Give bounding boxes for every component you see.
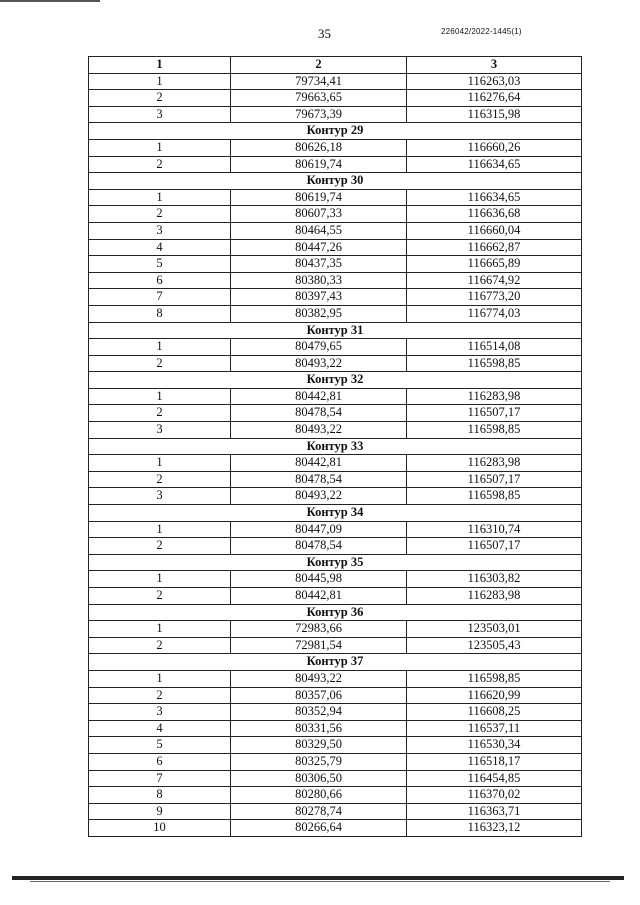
point-number: 1: [89, 521, 231, 538]
column-header-2: 2: [231, 57, 407, 74]
table-row: [89, 305, 582, 322]
coordinate-x: 80266,64: [231, 820, 407, 837]
table-header-row: [89, 57, 582, 74]
table-row: [89, 637, 582, 654]
kontur-heading: Контур 34: [89, 505, 582, 522]
coordinate-x: 72983,66: [231, 621, 407, 638]
table-row: [89, 206, 582, 223]
kontur-heading-row: [89, 322, 582, 339]
coordinate-y: 116608,25: [407, 704, 582, 721]
table-row: [89, 621, 582, 638]
coordinate-x: 80479,65: [231, 339, 407, 356]
coordinate-y: 116310,74: [407, 521, 582, 538]
coordinate-y: 116507,17: [407, 405, 582, 422]
column-header-3: 3: [407, 57, 582, 74]
table-row: [89, 90, 582, 107]
coordinate-y: 116315,98: [407, 106, 582, 123]
point-number: 8: [89, 305, 231, 322]
coordinate-x: 80619,74: [231, 189, 407, 206]
point-number: 1: [89, 571, 231, 588]
coordinate-x: 80382,95: [231, 305, 407, 322]
table-row: [89, 571, 582, 588]
coordinate-y: 116773,20: [407, 289, 582, 306]
coordinate-x: 80329,50: [231, 737, 407, 754]
table-row: [89, 355, 582, 372]
coordinate-x: 80493,22: [231, 355, 407, 372]
coordinate-x: 72981,54: [231, 637, 407, 654]
kontur-heading: Контур 33: [89, 438, 582, 455]
point-number: 1: [89, 139, 231, 156]
table-row: [89, 471, 582, 488]
coordinate-x: 80397,43: [231, 289, 407, 306]
coordinate-y: 123503,01: [407, 621, 582, 638]
point-number: 1: [89, 455, 231, 472]
coordinate-y: 116507,17: [407, 538, 582, 555]
coordinate-y: 116598,85: [407, 670, 582, 687]
coordinate-x: 80352,94: [231, 704, 407, 721]
kontur-heading: Контур 32: [89, 372, 582, 389]
point-number: 1: [89, 73, 231, 90]
kontur-heading: Контур 35: [89, 554, 582, 571]
coordinate-y: 116514,08: [407, 339, 582, 356]
table-row: [89, 455, 582, 472]
coordinate-x: 80447,26: [231, 239, 407, 256]
table-row: [89, 289, 582, 306]
kontur-heading-row: [89, 173, 582, 190]
coordinate-x: 80447,09: [231, 521, 407, 538]
point-number: 2: [89, 588, 231, 605]
coordinate-y: 116454,85: [407, 770, 582, 787]
point-number: 3: [89, 704, 231, 721]
table-row: [89, 720, 582, 737]
coordinate-x: 80442,81: [231, 455, 407, 472]
table-row: [89, 753, 582, 770]
coordinate-x: 79663,65: [231, 90, 407, 107]
coordinate-x: 80442,81: [231, 388, 407, 405]
table-row: [89, 106, 582, 123]
table-row: [89, 139, 582, 156]
coordinate-y: 116598,85: [407, 488, 582, 505]
point-number: 2: [89, 471, 231, 488]
coordinate-y: 116660,26: [407, 139, 582, 156]
point-number: 1: [89, 388, 231, 405]
coordinate-x: 80280,66: [231, 787, 407, 804]
table-row: [89, 488, 582, 505]
coordinate-x: 80380,33: [231, 272, 407, 289]
coordinate-x: 80493,22: [231, 488, 407, 505]
coordinate-y: 116263,03: [407, 73, 582, 90]
table-row: [89, 272, 582, 289]
coordinate-y: 116323,12: [407, 820, 582, 837]
coordinate-x: 80619,74: [231, 156, 407, 173]
point-number: 5: [89, 737, 231, 754]
coordinate-y: 123505,43: [407, 637, 582, 654]
kontur-heading-row: [89, 604, 582, 621]
point-number: 2: [89, 687, 231, 704]
table-body: [89, 73, 582, 836]
coordinate-y: 116634,65: [407, 156, 582, 173]
table-row: [89, 803, 582, 820]
coordinate-y: 116283,98: [407, 588, 582, 605]
page-number: 35: [318, 26, 331, 41]
point-number: 2: [89, 206, 231, 223]
coordinate-y: 116370,02: [407, 787, 582, 804]
coordinate-x: 80493,22: [231, 422, 407, 439]
table-row: [89, 521, 582, 538]
coordinate-y: 116276,64: [407, 90, 582, 107]
kontur-heading: Контур 36: [89, 604, 582, 621]
coordinate-y: 116660,04: [407, 222, 582, 239]
coordinate-x: 80357,06: [231, 687, 407, 704]
coordinate-x: 79734,41: [231, 73, 407, 90]
coordinate-x: 80437,35: [231, 256, 407, 273]
point-number: 5: [89, 256, 231, 273]
coordinate-y: 116620,99: [407, 687, 582, 704]
coordinate-x: 80478,54: [231, 405, 407, 422]
table-row: [89, 820, 582, 837]
coordinate-y: 116303,82: [407, 571, 582, 588]
table-row: [89, 538, 582, 555]
coordinate-x: 80478,54: [231, 538, 407, 555]
kontur-heading: Контур 31: [89, 322, 582, 339]
coordinate-y: 116283,98: [407, 388, 582, 405]
coordinate-y: 116530,34: [407, 737, 582, 754]
table-row: [89, 388, 582, 405]
kontur-heading-row: [89, 438, 582, 455]
coordinate-y: 116665,89: [407, 256, 582, 273]
point-number: 7: [89, 289, 231, 306]
point-number: 2: [89, 156, 231, 173]
point-number: 2: [89, 637, 231, 654]
coordinate-x: 80626,18: [231, 139, 407, 156]
document-code: 226042/2022-1445(1): [441, 27, 522, 36]
bottom-rule: [12, 876, 624, 880]
kontur-heading-row: [89, 372, 582, 389]
kontur-heading-row: [89, 505, 582, 522]
table-row: [89, 339, 582, 356]
table-row: [89, 222, 582, 239]
point-number: 4: [89, 239, 231, 256]
coordinate-y: 116634,65: [407, 189, 582, 206]
point-number: 7: [89, 770, 231, 787]
top-rule: [0, 0, 100, 2]
point-number: 1: [89, 339, 231, 356]
point-number: 6: [89, 272, 231, 289]
table-row: [89, 670, 582, 687]
kontur-heading-row: [89, 123, 582, 140]
coordinate-y: 116283,98: [407, 455, 582, 472]
coordinate-x: 80278,74: [231, 803, 407, 820]
coordinate-x: 80306,50: [231, 770, 407, 787]
kontur-heading-row: [89, 654, 582, 671]
table-row: [89, 405, 582, 422]
table-row: [89, 73, 582, 90]
point-number: 6: [89, 753, 231, 770]
table-row: [89, 156, 582, 173]
kontur-heading: Контур 29: [89, 123, 582, 140]
coordinate-x: 80493,22: [231, 670, 407, 687]
coordinates-table: [88, 56, 582, 837]
table-row: [89, 770, 582, 787]
coordinate-y: 116662,87: [407, 239, 582, 256]
table-row: [89, 704, 582, 721]
point-number: 3: [89, 488, 231, 505]
coordinate-x: 80445,98: [231, 571, 407, 588]
kontur-heading: Контур 37: [89, 654, 582, 671]
table-row: [89, 256, 582, 273]
coordinate-y: 116674,92: [407, 272, 582, 289]
coordinate-x: 80478,54: [231, 471, 407, 488]
table-row: [89, 588, 582, 605]
coordinate-y: 116598,85: [407, 355, 582, 372]
coordinate-y: 116774,03: [407, 305, 582, 322]
point-number: 2: [89, 405, 231, 422]
table-row: [89, 239, 582, 256]
coordinate-x: 80325,79: [231, 753, 407, 770]
coordinate-x: 80442,81: [231, 588, 407, 605]
point-number: 3: [89, 222, 231, 239]
point-number: 9: [89, 803, 231, 820]
coordinate-y: 116636,68: [407, 206, 582, 223]
point-number: 2: [89, 538, 231, 555]
table-row: [89, 189, 582, 206]
table-row: [89, 787, 582, 804]
table-row: [89, 737, 582, 754]
point-number: 2: [89, 90, 231, 107]
coordinate-x: 80607,33: [231, 206, 407, 223]
table-row: [89, 422, 582, 439]
point-number: 3: [89, 422, 231, 439]
point-number: 1: [89, 189, 231, 206]
coordinate-x: 79673,39: [231, 106, 407, 123]
coordinate-y: 116537,11: [407, 720, 582, 737]
point-number: 1: [89, 670, 231, 687]
point-number: 1: [89, 621, 231, 638]
coordinate-y: 116507,17: [407, 471, 582, 488]
coordinate-y: 116598,85: [407, 422, 582, 439]
table-row: [89, 687, 582, 704]
kontur-heading-row: [89, 554, 582, 571]
point-number: 3: [89, 106, 231, 123]
coordinate-x: 80331,56: [231, 720, 407, 737]
bottom-rule-thin: [30, 881, 610, 882]
coordinate-x: 80464,55: [231, 222, 407, 239]
column-header-1: 1: [89, 57, 231, 74]
point-number: 4: [89, 720, 231, 737]
point-number: 2: [89, 355, 231, 372]
point-number: 8: [89, 787, 231, 804]
coordinate-y: 116363,71: [407, 803, 582, 820]
kontur-heading: Контур 30: [89, 173, 582, 190]
coordinate-y: 116518,17: [407, 753, 582, 770]
point-number: 10: [89, 820, 231, 837]
